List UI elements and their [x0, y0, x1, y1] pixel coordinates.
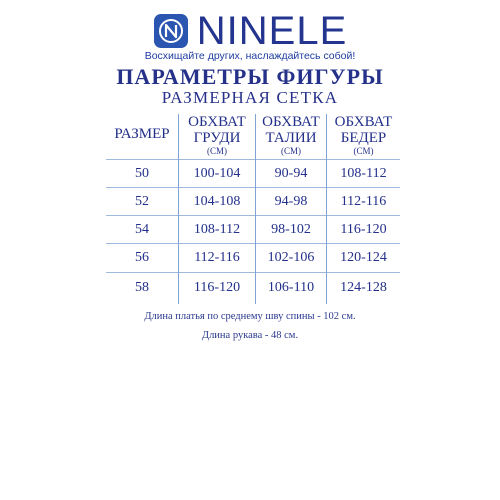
header-waist-line2: ТАЛИИ	[265, 130, 317, 146]
header-hips	[327, 114, 400, 157]
table-cell: 124-128	[340, 280, 387, 295]
header-size: РАЗМЕР	[114, 126, 170, 142]
page-subtitle: РАЗМЕРНАЯ СЕТКА	[161, 88, 339, 107]
table-cell: 98-102	[271, 222, 311, 237]
table-cell: 120-124	[340, 250, 387, 265]
table-divider	[106, 187, 400, 188]
header-chest-unit: (СМ)	[207, 146, 227, 156]
table-cell: 52	[135, 194, 149, 209]
table-divider	[255, 114, 256, 304]
table-divider	[106, 272, 400, 273]
table-cell: 112-116	[194, 250, 240, 265]
table-divider	[106, 243, 400, 244]
table-cell: 108-112	[340, 166, 387, 181]
header-chest-line2: ГРУДИ	[193, 130, 241, 146]
page-title: ПАРАМЕТРЫ ФИГУРЫ	[116, 64, 384, 89]
table-cell: 104-108	[193, 194, 241, 209]
table-cell: 102-106	[267, 250, 315, 265]
table-cell: 116-120	[340, 222, 387, 237]
table-cell: 100-104	[193, 166, 241, 181]
table-cell: 112-116	[340, 194, 387, 209]
header-waist	[256, 114, 326, 157]
brand-tagline: Восхищайте других, наслаждайтесь собой!	[144, 50, 356, 62]
table-cell: 56	[135, 250, 149, 265]
table-cell: 108-112	[193, 222, 241, 237]
header-chest	[179, 114, 255, 157]
table-cell: 90-94	[274, 166, 308, 181]
table-cell: 106-110	[267, 280, 315, 295]
table-cell: 116-120	[193, 280, 241, 295]
brand-name: NINELE	[196, 9, 348, 53]
ninele-logo-icon	[153, 13, 189, 49]
table-divider	[178, 114, 179, 304]
table-divider	[326, 114, 327, 304]
header-hips-line1: ОБХВАТ	[334, 114, 393, 130]
table-cell: 50	[135, 166, 149, 181]
brand-header	[0, 9, 500, 53]
table-cell: 58	[135, 280, 149, 295]
table-cell: 94-98	[274, 194, 308, 209]
table-divider	[106, 159, 400, 160]
header-waist-unit: (СМ)	[281, 146, 301, 156]
table-cell: 54	[135, 222, 149, 237]
size-table	[106, 114, 400, 304]
header-waist-line1: ОБХВАТ	[262, 114, 320, 130]
header-chest-line1: ОБХВАТ	[188, 114, 246, 130]
header-hips-unit: (СМ)	[353, 146, 374, 156]
dress-length-note: Длина платья по среднему шву спины - 102 см.	[144, 311, 356, 322]
header-hips-line2: БЕДЕР	[340, 130, 387, 146]
sleeve-length-note: Длина рукава - 48 см.	[201, 330, 299, 341]
table-divider	[106, 215, 400, 216]
